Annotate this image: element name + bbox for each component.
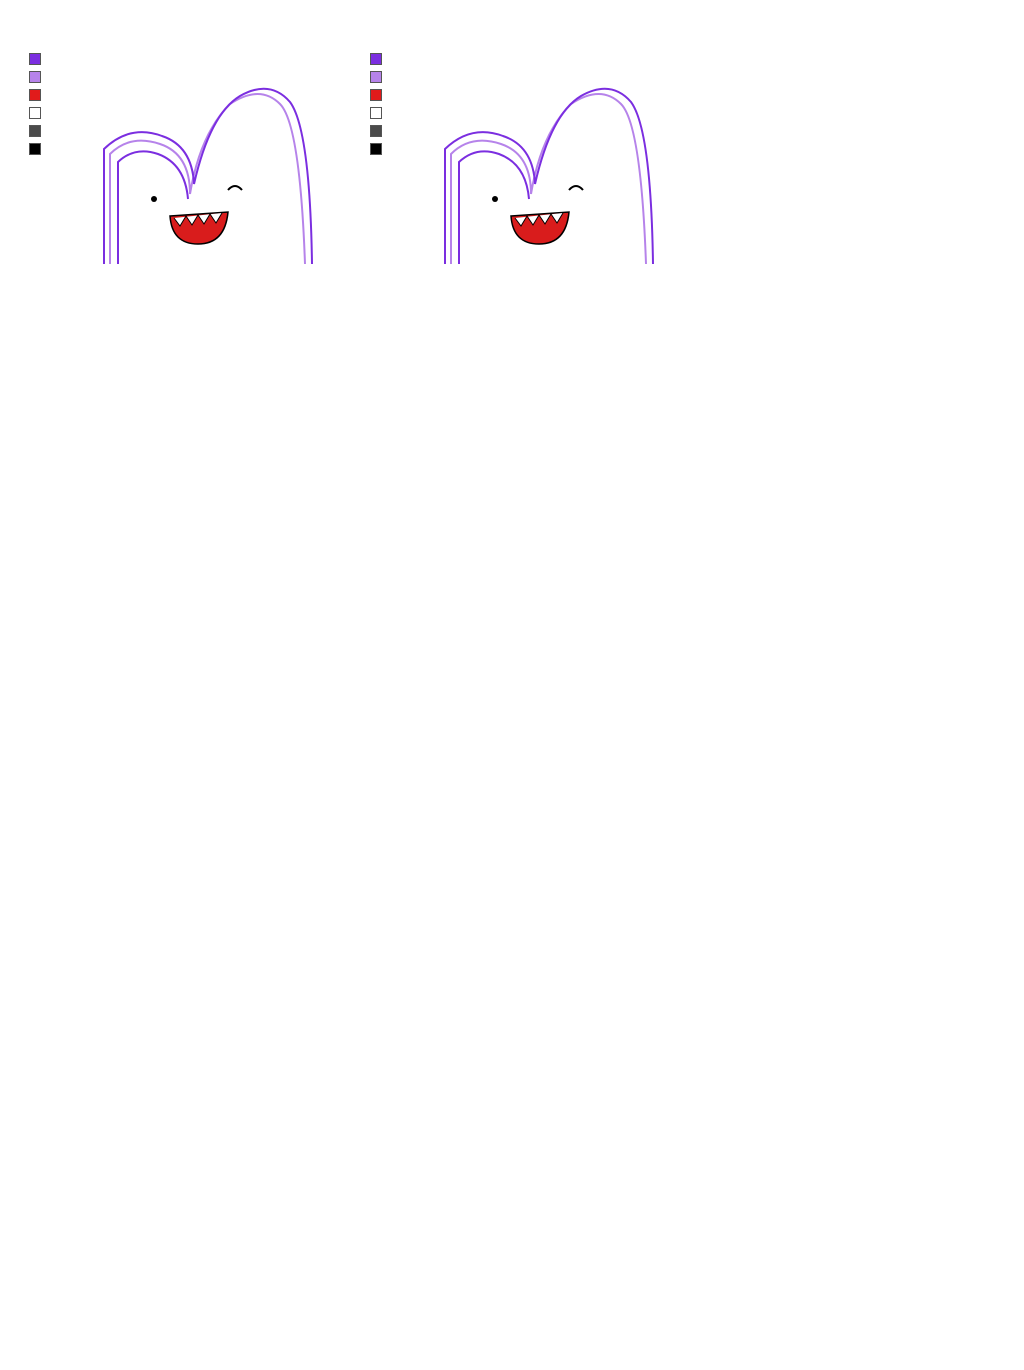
legend-row [360,68,385,86]
info-line [14,274,328,290]
design-info [355,258,669,322]
color-legend [360,50,385,158]
design-card [341,24,682,367]
info-line [14,258,328,274]
info-line [14,306,328,322]
legend-row [360,122,385,140]
color-swatch [370,89,382,101]
design-card [0,24,341,367]
legend-row [19,86,44,104]
color-swatch [370,125,382,137]
color-swatch [29,143,41,155]
info-line [355,306,669,322]
color-swatch [370,53,382,65]
page-footer [0,1354,1024,1370]
color-swatch [29,53,41,65]
info-line [355,290,669,306]
legend-row [19,122,44,140]
info-line [355,274,669,290]
legend-row [19,104,44,122]
design-info [14,258,328,322]
legend-row [360,140,385,158]
legend-row [19,68,44,86]
color-swatch [29,107,41,119]
color-swatch [29,125,41,137]
legend-row [360,50,385,68]
color-legend [19,50,44,158]
legend-row [19,140,44,158]
embroidery-preview [100,74,320,274]
color-swatch [29,89,41,101]
legend-row [360,86,385,104]
color-swatch [370,71,382,83]
color-swatch [29,71,41,83]
legend-row [19,50,44,68]
info-line [14,290,328,306]
info-line [355,258,669,274]
color-swatch [370,107,382,119]
embroidery-preview [441,74,661,274]
color-swatch [370,143,382,155]
legend-row [360,104,385,122]
